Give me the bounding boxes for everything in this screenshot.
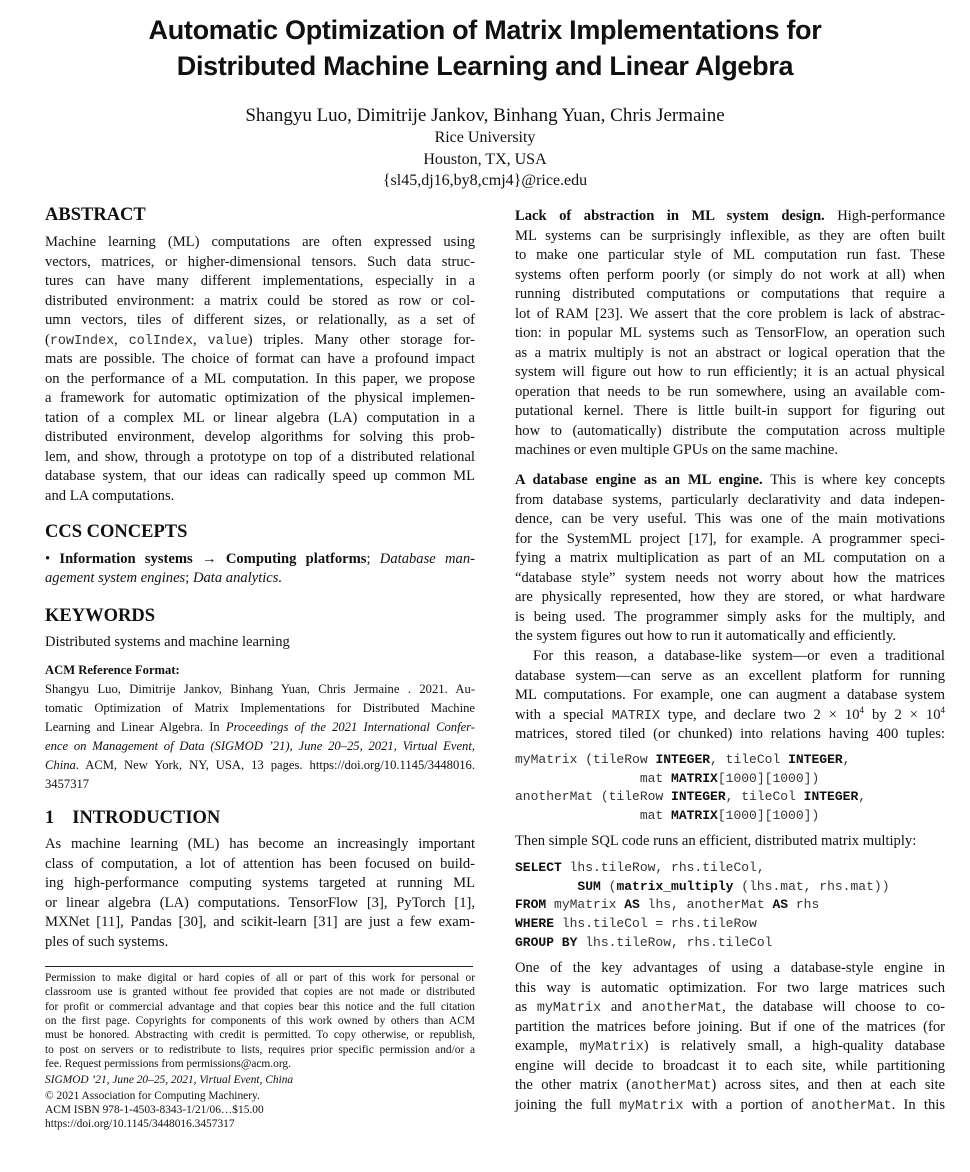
text-line: mats are possible. The choice of format can have a profound impact — [45, 351, 475, 367]
text-line: lem, and show, through a prototype on top of a distributed relational — [45, 448, 475, 465]
footnote-venue: SIGMOD ’21, June 20–25, 2021, Virtual Event, China — [45, 1074, 294, 1086]
affiliation: Rice University — [434, 129, 536, 146]
text-line: and LA computations. — [45, 487, 175, 504]
text-line: For this reason, a database-like system—or even a traditional — [533, 648, 945, 664]
code-line — [515, 806, 819, 825]
code-keyword: INTEGER — [655, 752, 711, 767]
text-line — [515, 1017, 945, 1037]
text-line: how to (automatically) distribute the computation across multiple — [515, 422, 945, 439]
code-inline: anotherMat — [811, 1098, 892, 1114]
text-line: matrices, stored tiled (or chunked) into relations having 400 tuples: — [515, 726, 945, 742]
code-inline: anotherMat — [641, 1001, 722, 1016]
code-line — [515, 858, 765, 877]
text-line: vectors, matrices, or higher-dimensional tensors. Such data struc- — [45, 253, 475, 270]
text-line — [515, 1095, 945, 1115]
text: as — [515, 999, 537, 1015]
text-line — [515, 470, 945, 490]
ref-location: China — [45, 758, 76, 772]
code-inline: myMatrix — [536, 1001, 602, 1016]
code-text: lhs.tileCol = rhs.tileRow — [554, 916, 757, 932]
text-line — [515, 206, 945, 226]
text: , — [114, 331, 129, 348]
code-keyword: FROM — [515, 897, 547, 913]
text-line: distributed environment, develop algorithms for solving this prob- — [45, 429, 475, 445]
code-text: ( — [600, 878, 617, 894]
text: with a portion of — [683, 1096, 812, 1113]
text-line: from database systems, particularly declarativity and data indepen- — [515, 491, 945, 508]
code-text: lhs, anotherMat — [639, 897, 773, 913]
text-line: is being used. The programmer simply asks for the multiply, and — [515, 608, 945, 625]
code-inline: anotherMat — [631, 1079, 712, 1094]
text-line: tation of a complex ML or linear algebra (LA) computation in a — [45, 409, 475, 426]
text: joining the full — [515, 1096, 620, 1113]
text: the other matrix ( — [515, 1077, 632, 1093]
text-line: running distributed computations or computations that require a — [515, 286, 945, 302]
code-keyword: GROUP BY — [515, 934, 578, 950]
footnote-line: to post on servers or to redistribute to lists, requires prior specific permission and/or a — [45, 1043, 475, 1056]
paragraph-lead: Lack of abstraction in ML system design. — [515, 208, 825, 224]
code-keyword: INTEGER — [671, 789, 726, 805]
code-keyword: SUM — [577, 878, 601, 894]
text-line — [515, 958, 945, 978]
text-line: class of computation, a lot of attention has been focused on build- — [45, 855, 475, 872]
text-line: dence, can be very useful. This was one of the main motivations — [515, 511, 945, 527]
separator: ; — [185, 570, 193, 586]
text-line: umn vectors, tiles of different sizes, or relationally, as a set of — [45, 312, 475, 328]
code-text: , — [858, 789, 867, 805]
footnote-doi: https://doi.org/10.1145/3448016.3457317 — [45, 1118, 235, 1130]
text-line: systems often perform poorly (or simply do not work at all) when — [515, 266, 945, 283]
text-line — [515, 705, 945, 725]
code-line — [515, 750, 850, 769]
code-inline: colIndex — [128, 333, 194, 349]
text-line: tures can have many different implementations, especially in a — [45, 273, 475, 289]
code-keyword: MATRIX — [671, 770, 718, 786]
code-text: mat — [515, 808, 672, 824]
ccs-italic-concept: agement system engines — [45, 570, 186, 586]
text-line: database system—can serve as an excellent platform for running — [515, 668, 945, 684]
code-keyword: AS — [772, 897, 789, 913]
text-line: putational kernel. There is little built-in support for figuring out — [515, 403, 945, 419]
text: partition the matrices before joining. But if one of the matrices (for — [515, 1018, 945, 1035]
text-line: to make one particular style of ML computation run fast. These — [515, 247, 945, 263]
text-line: operation that needs to be run somewhere, using an available com- — [515, 383, 945, 400]
section-title: INTRODUCTION — [72, 808, 221, 828]
code-inline: myMatrix — [579, 1040, 644, 1055]
exponent: 4 — [940, 705, 945, 715]
footnote-copyright: © 2021 Association for Computing Machinery. — [45, 1090, 260, 1102]
ccs-heading: CCS CONCEPTS — [45, 522, 188, 542]
text-line: are physically represented, how they are stored, or what hardware — [515, 589, 945, 605]
keywords-heading: KEYWORDS — [45, 606, 155, 626]
code-text: lhs.tileRow, rhs.tileCol — [577, 934, 773, 950]
acm-ref-heading: ACM Reference Format: — [45, 663, 180, 677]
separator: ; — [366, 551, 380, 567]
text: this way is automatic optimization. For two large matrices such — [515, 979, 945, 996]
footnote-line: classroom use is granted without fee provided that copies are not made or distributed — [45, 986, 475, 999]
keywords-text: Distributed systems and machine learning — [45, 634, 290, 650]
code-line — [515, 877, 890, 896]
code-text: myMatrix — [546, 897, 625, 913]
text: , the database will choose to co- — [721, 999, 945, 1015]
code-keyword: INTEGER — [803, 789, 859, 805]
footnote-line: Permission to make digital or hard copies of all or part of this work for personal or — [45, 972, 475, 984]
code-text: rhs — [788, 897, 820, 913]
footnote-isbn: ACM ISBN 978-1-4503-8343-1/21/06…$15.00 — [45, 1104, 264, 1116]
email: {sl45,dj16,by8,cmj4}@rice.edu — [382, 172, 588, 189]
text-line: on the performance of a ML computation. In this paper, we propose — [45, 370, 475, 387]
acm-ref-line — [45, 756, 475, 774]
ccs-italic-concept: Data analytics. — [192, 570, 283, 586]
ccs-italic-concept: Database man- — [379, 551, 475, 567]
text: ( — [45, 331, 50, 348]
text: High-performance — [824, 208, 945, 224]
text: One of the key advantages of using a database-style engine in — [515, 960, 945, 976]
code-text: [1000][1000]) — [717, 770, 820, 786]
text-line: database system, that our ideas can radically speed up common ML — [45, 468, 475, 484]
text-line: for the SystemML project [17], for example. A programmer speci- — [515, 530, 945, 547]
title-line: Distributed Machine Learning and Linear Algebra — [176, 51, 794, 81]
text-line: MXNet [11], Pandas [30], and scikit-learn [31] are just a few exam- — [45, 914, 475, 930]
author-list: Shangyu Luo, Dimitrije Jankov, Binhang Yuan, Chris Jermaine — [245, 105, 725, 126]
text-line: machines or even multiple GPUs on the same machine. — [515, 442, 839, 458]
code-line — [515, 769, 819, 788]
title-line: Automatic Optimization of Matrix Implementations for — [148, 15, 822, 45]
code-text: lhs.tileRow, rhs.tileCol, — [561, 860, 765, 875]
text-line — [515, 1036, 945, 1056]
text: ) across sites, and then at each site — [711, 1077, 946, 1093]
code-text: , — [842, 752, 851, 767]
code-line — [515, 895, 819, 914]
code-text: [1000][1000]) — [717, 808, 820, 824]
footnote-line: must be honored. Abstracting with credit is permitted. To copy otherwise, or republish, — [45, 1029, 475, 1042]
text-line: the system figures out how to run it automatically and efficiently. — [515, 628, 896, 644]
paragraph-lead: A database engine as an ML engine. — [515, 472, 763, 488]
text-line: ples of such systems. — [45, 933, 169, 950]
code-text: anotherMat (tileRow — [515, 789, 672, 805]
code-keyword: SELECT — [515, 860, 562, 875]
text: type, and declare two 2 × 10 — [659, 707, 860, 723]
text: example, — [515, 1038, 580, 1054]
text: This is where key concepts — [762, 472, 946, 488]
acm-ref-line: Shangyu Luo, Dimitrije Jankov, Binhang Yuan, Chris Jermaine . 2021. Au- — [45, 682, 475, 696]
text-line: lot of RAM [23]. We assert that the core problem is lack of abstrac- — [515, 305, 945, 322]
code-text: (lhs.mat, rhs.mat)) — [733, 878, 890, 894]
text-line: or linear algebra (LA) computations. TensorFlow [3], PyTorch [1], — [45, 894, 475, 911]
text-line — [515, 1056, 945, 1076]
code-text: , tileCol — [710, 752, 789, 767]
text-line: as a matrix multiply is not an abstract or logical operation that the — [515, 344, 945, 361]
exponent: 4 — [859, 705, 865, 715]
code-keyword: matrix_multiply — [616, 878, 734, 894]
text-line: system will figure out how to run efficiently; it is an actual physical — [515, 364, 945, 380]
text: . In this — [891, 1096, 945, 1113]
section-number: 1 — [45, 808, 55, 828]
code-text: myMatrix (tileRow — [515, 752, 656, 767]
text-line: “database style” system needs not worry about how the matrices — [515, 569, 945, 586]
code-text: mat — [515, 770, 672, 786]
ref-text: Learning and Linear Algebra. In — [45, 720, 226, 734]
footnote-line: on the first page. Copyrights for components of this work owned by others than ACM — [45, 1014, 475, 1027]
text-line: ML systems can be surprisingly inflexible, as they are often built — [515, 227, 945, 244]
text-line: a framework for automatic optimization of the physical implemen- — [45, 390, 475, 406]
text: with a special — [515, 707, 612, 723]
ccs-line — [45, 568, 475, 588]
text-line — [515, 978, 945, 998]
code-keyword: WHERE — [515, 916, 555, 932]
text-line: tion: in popular ML systems such as TensorFlow, an operation such — [515, 325, 945, 341]
bullet: • — [45, 551, 51, 567]
location: Houston, TX, USA — [423, 151, 547, 168]
code-keyword: AS — [624, 897, 640, 913]
text-line: distributed environment: a matrix could be stored as row or col- — [45, 292, 475, 309]
text: engine will decide to broadcast it to each site, while partitioning — [515, 1057, 945, 1074]
text-line — [515, 997, 945, 1017]
code-inline: MATRIX — [611, 709, 660, 724]
text-line: ing high-performance computing systems targeted at running ML — [45, 875, 475, 891]
acm-ref-line — [45, 718, 475, 736]
text: ) triples. Many other storage for- — [247, 331, 475, 348]
footnote-rule — [45, 966, 473, 967]
code-text — [515, 879, 577, 894]
code-text: , tileCol — [725, 789, 804, 805]
footnote-line: fee. Request permissions from permissions@acm.org. — [45, 1057, 291, 1070]
text: , — [193, 331, 208, 348]
sql-intro: Then simple SQL code runs an efficient, distributed matrix multiply: — [515, 833, 917, 849]
code-inline: value — [207, 333, 248, 349]
text: ) is relatively small, a high-quality database — [643, 1038, 945, 1054]
code-line — [515, 914, 757, 933]
ref-text: . ACM, New York, NY, USA, 13 pages. https://doi.org/10.1145/3448016. — [75, 758, 475, 772]
code-line — [515, 933, 772, 952]
acm-ref-line: 3457317 — [45, 777, 90, 791]
code-keyword: INTEGER — [788, 752, 843, 767]
text-line: fying a matrix multiplication as part of an ML computation on a — [515, 550, 945, 566]
acm-ref-line: ence on Management of Data (SIGMOD ’21), June 20–25, 2021, Virtual Event, — [45, 739, 475, 753]
code-keyword: MATRIX — [671, 808, 718, 824]
footnote-line: for profit or commercial advantage and that copies bear this notice and the full citation — [45, 1000, 475, 1013]
acm-ref-line: tomatic Optimization of Matrix Implementations for Distributed Machine — [45, 701, 475, 715]
text-line: ML computations. For example, one can augment a database system — [515, 687, 945, 703]
text-line — [45, 330, 475, 350]
code-inline: myMatrix — [619, 1098, 684, 1114]
ccs-line — [45, 549, 475, 569]
abstract-heading: ABSTRACT — [45, 205, 146, 225]
text-line — [515, 1075, 945, 1095]
text-line: As machine learning (ML) has become an increasingly important — [45, 836, 475, 852]
intro-heading — [45, 808, 220, 829]
ccs-bold-concept: Information systems → Computing platforms — [59, 551, 367, 567]
text: by 2 × 10 — [864, 707, 941, 723]
text-line: Machine learning (ML) computations are often expressed using — [45, 234, 475, 250]
text: and — [601, 999, 642, 1015]
ref-proceedings: Proceedings of the 2021 International Confer- — [225, 720, 476, 734]
code-inline: rowIndex — [49, 333, 115, 349]
code-line — [515, 787, 866, 806]
